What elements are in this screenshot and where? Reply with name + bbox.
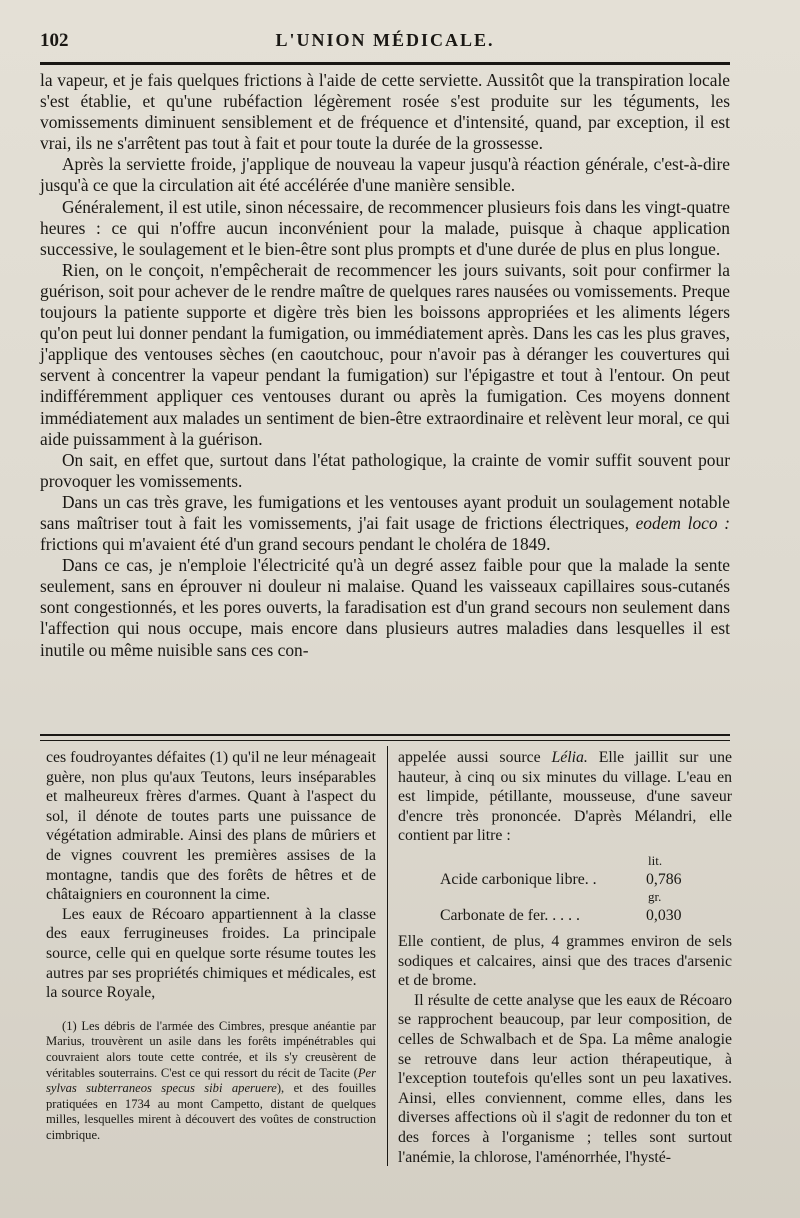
feuilleton-right-column (398, 748, 732, 1167)
analysis-row (398, 854, 732, 890)
unit-label: lit. (648, 852, 663, 868)
journal-title: L'UNION MÉDICALE. (275, 30, 495, 50)
substance-value: 0,030 (646, 906, 682, 924)
analysis-row (398, 890, 732, 926)
substance-label: Carbonate de fer. . . . . (440, 906, 580, 924)
text-span: frictions qui m'avaient été d'un grand secours pendant le choléra de 1849. (40, 534, 551, 555)
substance-label: Acide carbonique libre. . (440, 870, 597, 888)
feuilleton-rule (40, 734, 730, 741)
chemical-analysis (398, 854, 732, 926)
text-span: ), et des fouilles pratiquées en 1734 au mont Campetto, distant de quelques milles, lesquelles mirent à découvert des voûtes de construction cimbrique. (46, 1081, 376, 1142)
header-rule (40, 62, 730, 65)
paragraph: Les eaux de Récoaro appartiennent à la classe des eaux ferrugineuses froides. La principale source, celle qui en quelque sorte résume toutes les autres par ses propriétés chimiques et médicales, est la source Royale, (46, 905, 376, 1002)
paragraph (40, 492, 730, 555)
column-divider (387, 746, 388, 1166)
text-span: appelée aussi source (398, 749, 552, 766)
paragraph: Après la serviette froide, j'applique de nouveau la vapeur jusqu'à réaction générale, c'est-à-dire jusqu'à ce que la circulation ait été accélérée d'une manière sensible. (40, 154, 730, 196)
source-name: Lélia. (551, 749, 588, 766)
paragraph: Rien, on le conçoit, n'empêcherait de recommencer les jours suivants, soit pour confirmer la guérison, soit pour achever de le rendre maître de quelques rares nausées ou vomissements. Preque toujours la patiente supporte et digère très bien les boissons appropriées et les aliments légers qu'on peut lui donner pendant la fumigation, ou immédiatement après. Dans les cas les plus graves, j'applique des ventouses sèches (en caoutchouc, pour n'avoir pas à déranger les couvertures qui servent à concentrer la vapeur pendant la fumigation) sur l'épigastre et tout à l'entour. On peut indifféremment appliquer ces ventouses durant ou après la fumigation. Ces moyens donnent immédiatement aux malades un sentiment de bien-être extraordinaire et relèvent leur moral, ce qui aide puissamment à la guérison. (40, 259, 730, 449)
text-span: Elle jaillit sur une hauteur, à cinq ou six minutes du village. L'eau en est limpide, pétillante, mousseuse, d'une saveur d'encre très prononcée. D'après Mélandri, elle contient par litre : (398, 749, 732, 845)
paragraph: Il résulte de cette analyse que les eaux de Récoaro se rapprochent beaucoup, par leur composition, de celles de Schwalbach et de Spa. La même analogie se retrouve dans leur action thérapeutique, à l'exception toutefois qu'elles sont un peu laxatives. Ainsi, elles conviennent, comme elles, dans les diverses affections où il s'agit de redonner du ton et des forces à l'organisme ; telles sont surtout l'anémie, la chlorose, l'aménorrhée, l'hysté- (398, 991, 732, 1166)
footnote (46, 1019, 376, 1144)
paragraph: On sait, en effet que, surtout dans l'état pathologique, la crainte de vomir suffit souvent pour provoquer les vomissements. (40, 449, 730, 491)
paragraph: Dans ce cas, je n'emploie l'électricité qu'à un degré assez faible pour que la malade la sente seulement, sans en éprouver ni douleur ni malaise. Quand les vaisseaux capillaires sous-cutanés sont congestionnés, et les pores ouverts, la faradisation est d'un grand secours non seulement dans l'affection qui nous occupe, mais encore dans plusieurs autres maladies dans lesquelles il est inutile ou même nuisible sans ces con- (40, 555, 730, 660)
page-header (40, 30, 730, 58)
unit-label: gr. (648, 888, 662, 904)
paragraph: ces foudroyantes défaites (1) qu'il ne leur ménageait guère, non plus qu'aux Teutons, leurs inséparables et malheureux frères d'armes. Quant à l'aspect du sol, il dénote de toutes parts une puissance de végétation admirable. Ainsi des plans de mûriers et de vignes couvrent les premières assises de la montagne, tandis que des forêts de hêtres et de châtaigniers en couronnent la cime. (46, 749, 376, 904)
page-number: 102 (40, 30, 69, 51)
text-span: (1) Les débris de l'armée des Cimbres, presque anéantie par Marius, trouvèrent un asile dans les forêts impénétrables qui couvraient alors toute cette contrée, et ils s'y creusèrent de véritables souterrains. C'est ce qui ressort du récit de Tacite ( (46, 1018, 376, 1080)
paragraph: Généralement, il est utile, sinon nécessaire, de recommencer plusieurs fois dans les vingt-quatre heures : ce qui n'offre aucun inconvénient pour la malade, puisque à chaque application successive, le soulagement et le bien-être sont plus prompts et d'une durée de plus en plus longue. (40, 196, 730, 259)
paragraph: la vapeur, et je fais quelques frictions à l'aide de cette serviette. Aussitôt que la transpiration locale s'est établie, et qu'une rubéfaction légèrement rosée s'est produite sur les téguments, les vomissements diminuent sensiblement et de fréquence et d'intensité, quand, par exception, il est vrai, ils ne s'arrêtent pas tout à fait et pour toute la durée de la grossesse. (40, 70, 730, 154)
paragraph (398, 748, 732, 846)
feuilleton-left-column (46, 748, 376, 1143)
text-span: Dans un cas très grave, les fumigations et les ventouses ayant produit un soulagement notable sans maîtriser tout à fait les vomissements, j'ai fait usage de frictions électriques, (40, 491, 730, 533)
main-article (40, 70, 730, 661)
paragraph: Elle contient, de plus, 4 grammes environ de sels sodiques et calcaires, ainsi que des traces d'arsenic et de brome. (398, 932, 732, 990)
substance-value: 0,786 (646, 870, 682, 888)
latin-quote: Per sylvas subterraneos specus sibi aperuere (46, 1065, 376, 1096)
latin-phrase: eodem loco : (635, 512, 730, 533)
